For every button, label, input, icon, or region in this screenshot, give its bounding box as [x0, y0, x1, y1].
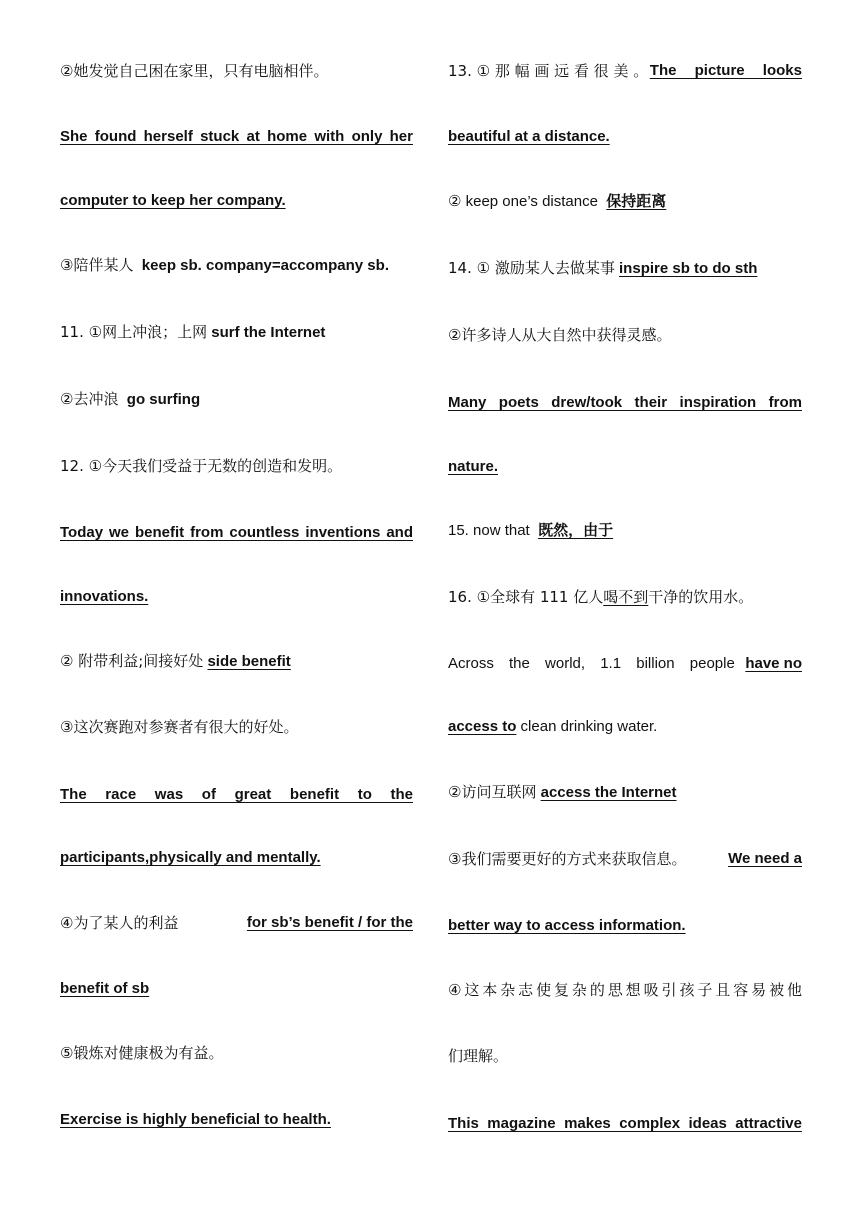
phrase-entry: [60, 389, 413, 410]
example-entry: [448, 717, 802, 737]
translation-line: She found herself stuck at home with only her: [60, 128, 413, 145]
phrase-en: go surfing: [126, 391, 201, 408]
sentence-part: 干净的饮用水。: [648, 588, 754, 606]
translation-line: participants,physically and mentally.: [60, 849, 321, 866]
translation-line: computer to keep her company.: [60, 192, 286, 209]
translation-line: Today we benefit from countless inventions and: [60, 524, 413, 541]
phrase-en: inspire sb to do sth: [619, 260, 758, 277]
sentence-part-underlined: have no: [745, 655, 802, 672]
example-sentence-cn: ③我们需要更好的方式来获取信息。: [448, 850, 687, 868]
phrase-en: for sb’s benefit / for the: [246, 914, 413, 931]
translation-line: beautiful at a distance.: [448, 128, 610, 145]
phrase-en: surf the Internet: [211, 324, 326, 341]
phrase-en: ② keep one’s distance: [448, 193, 598, 210]
phrase-entry: [60, 255, 413, 276]
phrase-en: keep sb. company=accompany sb.: [141, 257, 389, 274]
translation-line: benefit of sb: [60, 980, 150, 997]
translation-line: better way to access information.: [448, 917, 686, 934]
phrase-entry: [60, 651, 413, 672]
example-sentence-cn: 们理解。: [448, 1047, 509, 1065]
example-sentence-cn: ⑤锻炼对健康极为有益。: [60, 1044, 224, 1062]
translation-line: nature.: [448, 458, 499, 475]
sentence-part: 16. ①全球有 111 亿人: [448, 588, 604, 606]
sentence-part: Across the world, 1.1 billion people: [448, 655, 735, 672]
phrase-en: 15. now that: [448, 522, 530, 539]
phrase-entry: [60, 913, 413, 933]
translation-line: We need a: [728, 850, 802, 867]
translation-line: The race was of great benefit to the: [60, 786, 413, 803]
example-entry: [448, 654, 802, 674]
example-sentence-cn: ②她发觉自己困在家里，只有电脑相伴。: [60, 62, 329, 80]
phrase-cn: ④为了某人的利益: [60, 914, 179, 932]
phrase-cn: ②去冲浪: [60, 390, 119, 408]
example-sentence-cn: ③这次赛跑对参赛者有很大的好处。: [60, 718, 299, 736]
phrase-entry: [60, 322, 413, 343]
example-sentence-cn: [448, 587, 802, 607]
phrase-cn: ③陪伴某人: [60, 256, 134, 274]
example-sentence-cn: 13. ① 那 幅 画 远 看 很 美 。: [448, 62, 649, 80]
translation-line: This magazine makes complex ideas attractive: [448, 1115, 802, 1132]
phrase-cn: ② 附带利益;间接好处: [60, 652, 204, 670]
phrase-entry: [448, 191, 802, 212]
phrase-entry: [448, 520, 802, 541]
example-entry: [448, 849, 802, 869]
example-sentence-cn: ②许多诗人从大自然中获得灵感。: [448, 326, 672, 344]
translation-line: The picture looks: [649, 62, 802, 79]
sentence-part-underlined: 喝不到: [603, 588, 649, 606]
example-sentence-cn: ④这本杂志使复杂的思想吸引孩子且容易被他: [448, 981, 802, 999]
translation-line: Many poets drew/took their inspiration from: [448, 394, 802, 411]
phrase-cn: ②访问互联网: [448, 783, 537, 801]
example-entry: [448, 61, 802, 81]
phrase-cn: 14. ① 激励某人去做某事: [448, 259, 615, 277]
translation-line: innovations.: [60, 588, 149, 605]
sentence-part-underlined: access to: [448, 718, 517, 735]
phrase-cn: 既然，由于: [538, 521, 614, 539]
phrase-entry: [448, 258, 802, 279]
phrase-entry: [448, 782, 802, 803]
sentence-part: clean drinking water.: [516, 718, 658, 735]
phrase-cn: 11. ①网上冲浪；上网: [60, 323, 208, 341]
phrase-en: side benefit: [207, 653, 291, 670]
phrase-en: access the Internet: [540, 784, 677, 801]
translation-line: Exercise is highly beneficial to health.: [60, 1111, 331, 1128]
example-sentence-cn: 12. ①今天我们受益于无数的创造和发明。: [60, 457, 343, 475]
phrase-cn: 保持距离: [606, 192, 667, 210]
